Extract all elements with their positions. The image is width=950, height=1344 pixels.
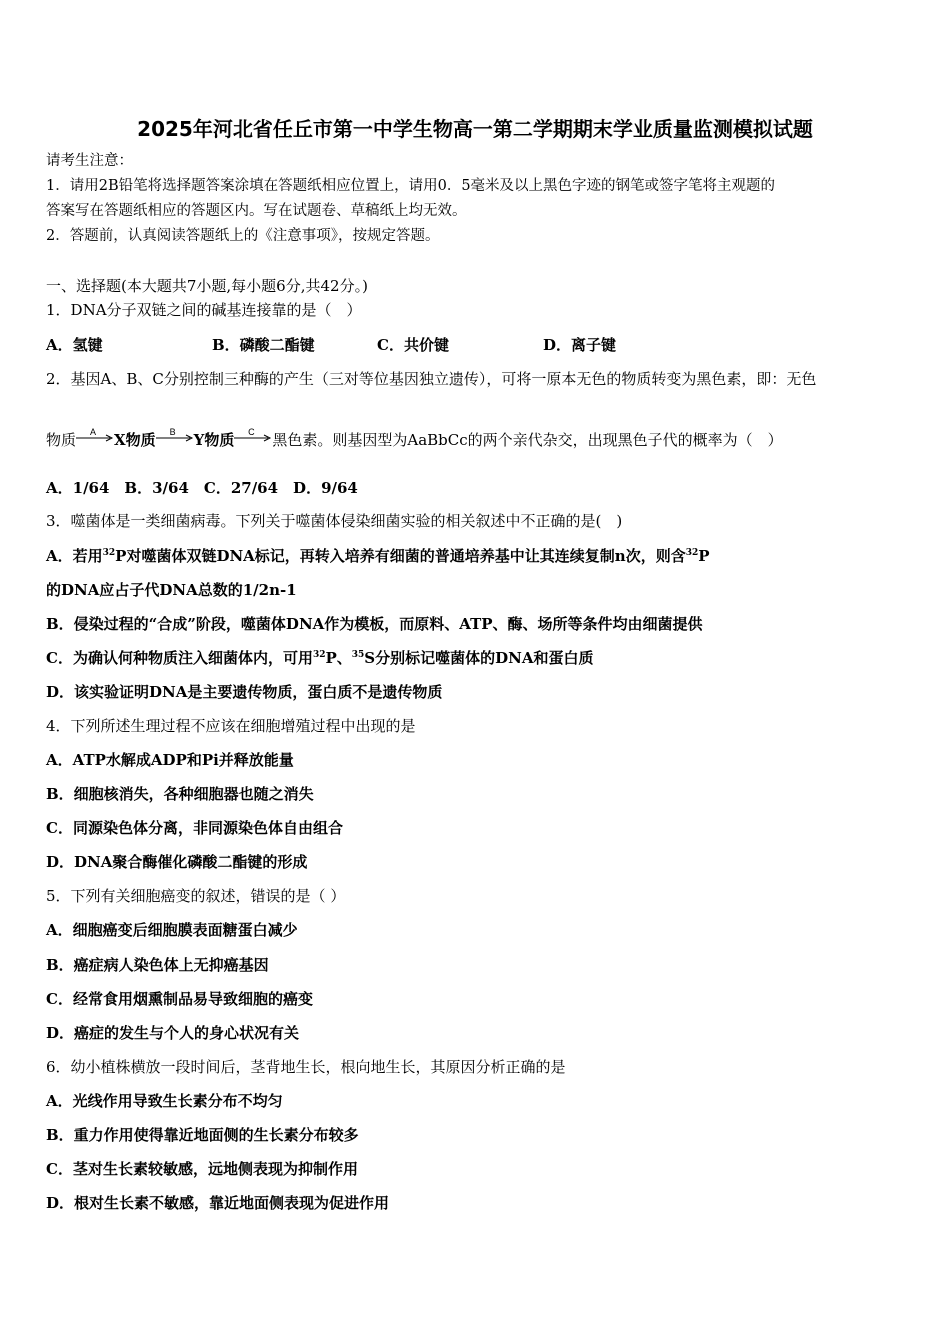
notice-item-1-line-1: 1．请用2B铅笔将选择题答案涂填在答题纸相应位置上，请用0．5毫米及以上黑色字迹的钢笔或签字笔将主观题的	[46, 178, 776, 194]
isotope-mass-35: 35	[351, 650, 365, 660]
question-4-option-b: B．细胞核消失，各种细胞器也随之消失	[46, 785, 314, 803]
isotope-mass-32: 32	[102, 548, 116, 558]
question-1-option-b: B．磷酸二酯键	[212, 336, 315, 354]
enzyme-label-b: B	[169, 427, 176, 437]
question-2-stem-line-2	[46, 427, 783, 451]
isotope-mass-32: 32	[312, 650, 326, 660]
pathway-arrow-a	[76, 427, 114, 451]
question-4-option-c: C．同源染色体分离，非同源染色体自由组合	[46, 819, 343, 837]
question-5-option-c: C．经常食用烟熏制品易导致细胞的癌变	[46, 990, 313, 1008]
notice-heading: 请考生注意：	[46, 153, 133, 169]
question-1-option-d: D．离子键	[543, 336, 617, 354]
question-3-option-a-line-2: 的DNA应占子代DNA总数的1/2n-1	[46, 581, 297, 599]
question-6-option-c: C．茎对生长素较敏感，远地侧表现为抑制作用	[46, 1160, 358, 1178]
question-1-option-c: C．共价键	[377, 336, 449, 354]
question-5-option-b: B．癌症病人染色体上无抑癌基因	[46, 956, 269, 974]
option-c-text: S分别标记噬菌体的DNA和蛋白质	[364, 649, 594, 667]
question-4-option-a: A．ATP水解成ADP和Pi并释放能量	[46, 751, 294, 769]
enzyme-label-a: A	[90, 427, 97, 437]
pathway-arrow-b	[156, 427, 194, 451]
question-4-option-d: D．DNA聚合酶催化磷酸二酯键的形成	[46, 853, 308, 871]
arrow-right-icon	[234, 433, 272, 443]
notice-item-2: 2．答题前，认真阅读答题纸上的《注意事项》，按规定答题。	[46, 228, 440, 244]
arrow-right-icon	[156, 433, 194, 443]
question-3-option-c	[46, 648, 594, 668]
pathway-y-substance: Y物质	[193, 431, 235, 449]
enzyme-label-c: C	[248, 427, 255, 437]
question-6-option-b: B．重力作用使得靠近地面侧的生长素分布较多	[46, 1126, 359, 1144]
option-a-text: A．若用	[46, 547, 103, 565]
question-5-stem: 5．下列有关细胞癌变的叙述，错误的是（ ）	[46, 887, 346, 905]
question-1-option-a: A．氢键	[46, 336, 103, 354]
pathway-colorless-substance: 物质	[46, 431, 77, 449]
notice-item-1-line-2: 答案写在答题纸相应的答题区内。写在试题卷、草稿纸上均无效。	[46, 203, 467, 219]
question-4-stem: 4．下列所述生理过程不应该在细胞增殖过程中出现的是	[46, 717, 416, 735]
question-5-option-a: A．细胞癌变后细胞膜表面糖蛋白减少	[46, 921, 298, 939]
question-2-stem-line-1: 2．基因A、B、C分别控制三种酶的产生（三对等位基因独立遗传），可将一原本无色的物质转变为黑色素，即：无色	[46, 370, 817, 388]
section-heading: 一、选择题(本大题共7小题,每小题6分,共42分。)	[46, 277, 368, 295]
isotope-mass-32: 32	[685, 548, 699, 558]
question-3-option-b: B．侵染过程的“合成”阶段，噬菌体DNA作为模板，而原料、ATP、酶、场所等条件均由细菌提供	[46, 615, 703, 633]
question-6-option-d: D．根对生长素不敏感，靠近地面侧表现为促进作用	[46, 1194, 390, 1212]
page-title: 2025年河北省任丘市第一中学生物高一第二学期期末学业质量监测模拟试题	[137, 117, 813, 141]
option-c-text: C．为确认何种物质注入细菌体内，可用	[46, 649, 313, 667]
question-1-stem: 1．DNA分子双链之间的碱基连接靠的是（ ）	[46, 301, 362, 319]
pathway-arrow-c	[234, 427, 272, 451]
option-a-text: P对噬菌体双链DNA标记，再转入培养有细菌的普通培养基中让其连续复制n次，则含	[115, 547, 686, 565]
pathway-x-substance: X物质	[114, 431, 156, 449]
option-a-text: P	[698, 547, 710, 565]
pathway-rest: 黑色素。则基因型为AaBbCc的两个亲代杂交，出现黑色子代的概率为（ ）	[272, 431, 783, 449]
option-c-text: P、	[325, 649, 352, 667]
question-2-options: A．1/64 B．3/64 C．27/64 D．9/64	[46, 479, 358, 497]
question-3-option-a-line-1	[46, 546, 710, 566]
question-3-option-d: D．该实验证明DNA是主要遗传物质，蛋白质不是遗传物质	[46, 683, 443, 701]
question-3-stem: 3．噬菌体是一类细菌病毒。下列关于噬菌体侵染细菌实验的相关叙述中不正确的是( )	[46, 512, 623, 530]
question-6-option-a: A．光线作用导致生长素分布不均匀	[46, 1092, 283, 1110]
question-6-stem: 6．幼小植株横放一段时间后，茎背地生长，根向地生长，其原因分析正确的是	[46, 1058, 566, 1076]
question-5-option-d: D．癌症的发生与个人的身心状况有关	[46, 1024, 300, 1042]
arrow-right-icon	[76, 433, 114, 443]
